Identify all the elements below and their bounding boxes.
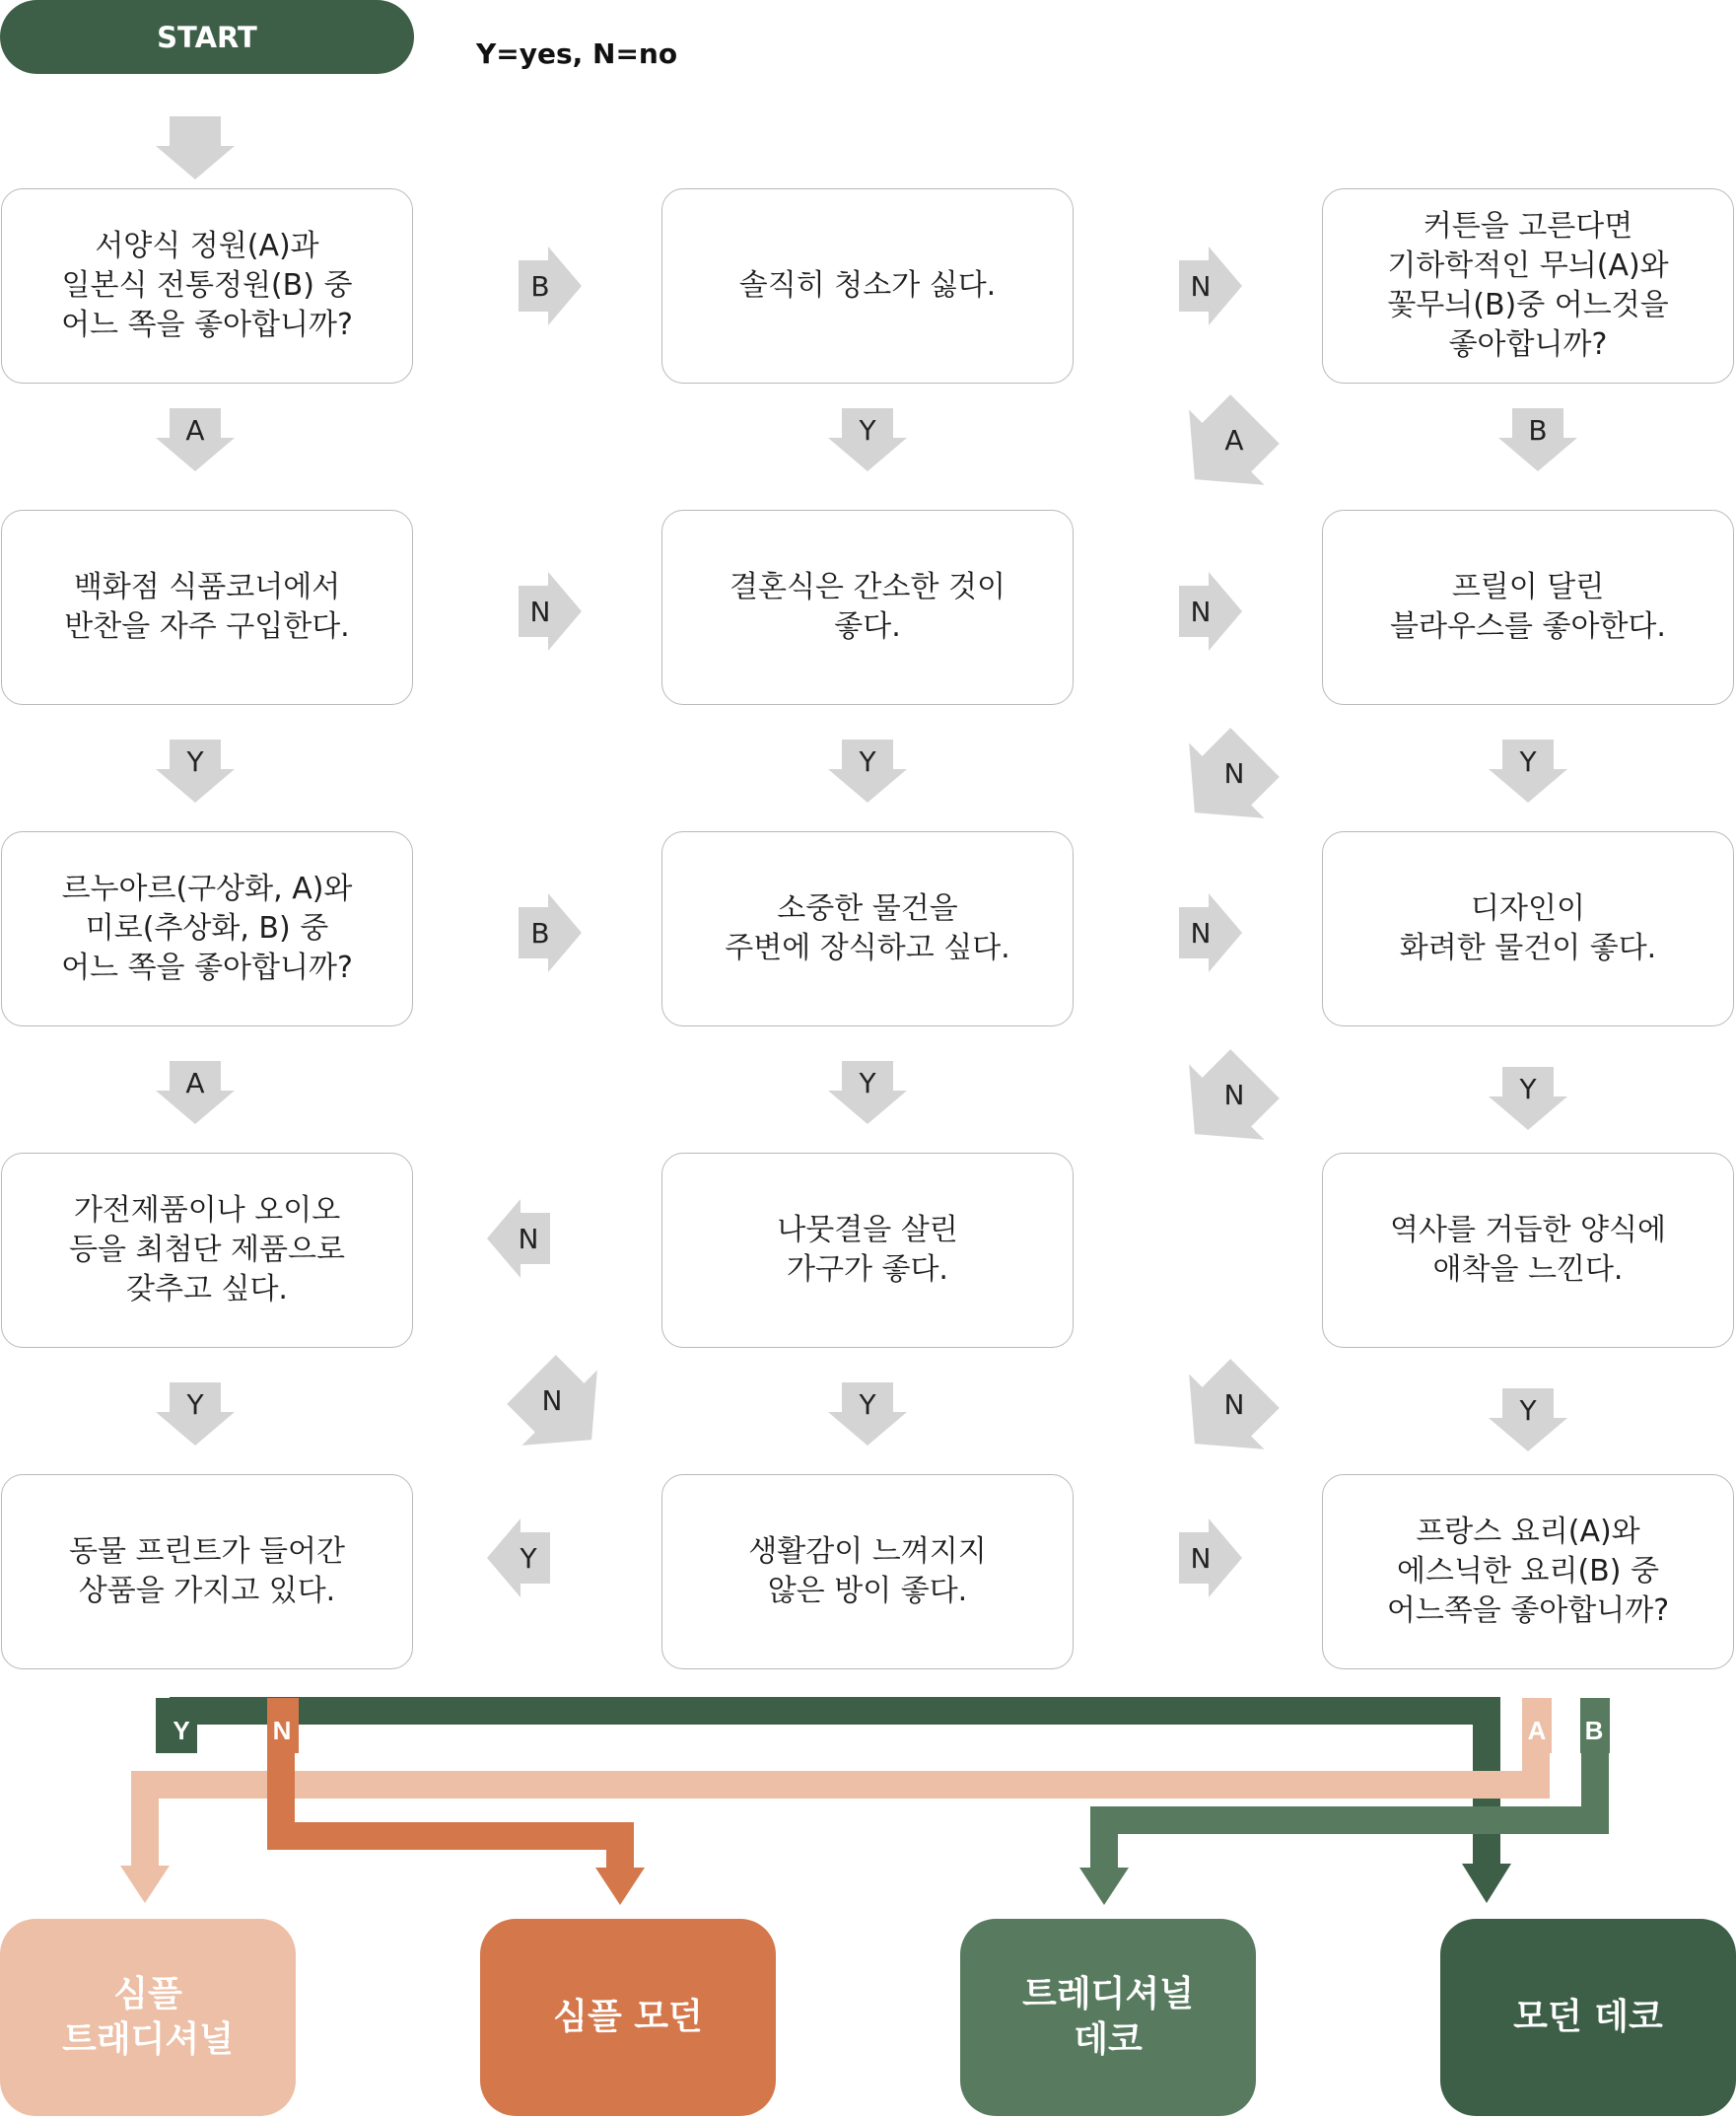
flow-arrow-label: Y xyxy=(186,1388,204,1421)
route-b-arrowhead xyxy=(1079,1868,1129,1905)
question-text: 나뭇결을 살린 가구가 좋다. xyxy=(777,1213,958,1287)
flow-arrow xyxy=(156,116,235,179)
route-n-arrowhead xyxy=(595,1868,645,1905)
flow-arrow-label: N xyxy=(541,1384,563,1417)
flow-arrow xyxy=(828,1061,907,1124)
flow-arrow-label: Y xyxy=(1519,745,1537,778)
flow-arrow xyxy=(1157,715,1292,850)
question-box-1 xyxy=(1,188,413,384)
flow-arrow xyxy=(1179,1518,1242,1597)
question-box-14 xyxy=(661,1474,1074,1669)
flow-arrow-label: A xyxy=(185,414,205,447)
flow-arrow xyxy=(828,740,907,803)
flow-arrow xyxy=(156,740,235,803)
question-box-10 xyxy=(1,1153,413,1348)
flow-arrow-shape xyxy=(487,1518,550,1597)
question-text: 서양식 정원(A)과 일본식 전통정원(B) 중 어느 쪽을 좋아합니까? xyxy=(61,229,353,342)
result-routes xyxy=(120,1698,1610,1905)
question-box-3 xyxy=(1322,188,1734,384)
flow-arrow xyxy=(156,1061,235,1124)
question-box-11 xyxy=(661,1153,1074,1348)
flow-arrow-label: N xyxy=(1223,1079,1245,1111)
flow-arrow-label: Y xyxy=(859,414,876,447)
flow-arrow xyxy=(487,1199,550,1278)
result-traditional-deco: 트레디셔널 데코 xyxy=(960,1919,1256,2116)
flow-arrow-shape xyxy=(156,116,235,179)
question-text: 생활감이 느껴지지 않은 방이 좋다. xyxy=(748,1534,987,1608)
flow-arrow-label: Y xyxy=(1519,1073,1537,1105)
question-text: 동물 프린트가 들어간 상품을 가지고 있다. xyxy=(69,1534,345,1608)
flow-arrow-label: A xyxy=(1224,424,1244,457)
flow-arrow xyxy=(1498,408,1577,471)
route-n-label: N xyxy=(272,1716,292,1745)
start-badge: START xyxy=(0,0,414,74)
question-text: 커튼을 고른다면 기하학적인 무늬(A)와 꽃무늬(B)중 어느것을 좋아합니까? xyxy=(1387,209,1669,362)
question-box-6 xyxy=(1322,510,1734,705)
result-simple-modern: 심플 모던 xyxy=(480,1919,776,2116)
question-box-4 xyxy=(1,510,413,705)
question-box-7 xyxy=(1,831,413,1026)
flow-arrow-shape xyxy=(519,893,582,972)
flow-arrow-label: N xyxy=(1223,1388,1245,1421)
flow-arrow xyxy=(494,1342,629,1477)
route-a-label: A xyxy=(1527,1716,1547,1745)
flow-arrow-label: B xyxy=(530,917,550,950)
flow-arrow-label: A xyxy=(185,1067,205,1099)
question-text: 소중한 물건을 주변에 장식하고 싶다. xyxy=(725,891,1010,965)
flow-arrow-label: B xyxy=(1528,414,1548,447)
flow-arrow xyxy=(519,247,582,325)
question-box-12 xyxy=(1322,1153,1734,1348)
route-a-arrowhead xyxy=(120,1866,170,1903)
flow-arrow xyxy=(156,1382,235,1446)
flow-arrow xyxy=(1179,247,1242,325)
question-box-2 xyxy=(661,188,1074,384)
flow-arrow-label: N xyxy=(518,1223,539,1255)
flow-arrow xyxy=(1489,1388,1567,1451)
question-text: 디자인이 화려한 물건이 좋다. xyxy=(1399,891,1657,965)
flow-arrow xyxy=(519,893,582,972)
question-text: 르누아르(구상화, A)와 미로(추상화, B) 중 어느 쪽을 좋아합니까? xyxy=(61,872,353,985)
question-box-15 xyxy=(1322,1474,1734,1669)
flow-arrow xyxy=(519,572,582,651)
question-text: 프랑스 요리(A)와 에스닉한 요리(B) 중 어느쪽을 좋아합니까? xyxy=(1386,1515,1670,1628)
result-modern-deco: 모던 데코 xyxy=(1440,1919,1736,2116)
question-box-9 xyxy=(1322,831,1734,1026)
flow-arrow xyxy=(1157,382,1292,517)
route-y-label: Y xyxy=(173,1716,190,1745)
flow-arrow-label: N xyxy=(1190,270,1212,303)
flow-arrow xyxy=(828,408,907,471)
flow-arrow xyxy=(156,408,235,471)
route-y-arrowhead xyxy=(1462,1864,1511,1903)
flow-arrow-label: Y xyxy=(186,745,204,778)
flow-arrow xyxy=(1489,1067,1567,1130)
question-text: 결혼식은 간소한 것이 좋다. xyxy=(729,570,1006,644)
flow-arrow-label: N xyxy=(1190,917,1212,950)
legend-text: Y=yes, N=no xyxy=(476,37,678,70)
flow-arrow xyxy=(828,1382,907,1446)
question-box-13 xyxy=(1,1474,413,1669)
flow-arrow-label: Y xyxy=(859,1067,876,1099)
route-b-label: B xyxy=(1584,1716,1604,1745)
question-text: 역사를 거듭한 양식에 애착을 느낀다. xyxy=(1390,1213,1666,1287)
question-text: 솔직히 청소가 싫다. xyxy=(738,268,997,303)
flow-arrow-label: N xyxy=(1190,596,1212,628)
question-text: 프릴이 달린 블라우스를 좋아한다. xyxy=(1390,570,1666,644)
flow-arrow-label: Y xyxy=(520,1542,537,1575)
question-text: 가전제품이나 오이오 등을 최첨단 제품으로 갖추고 싶다. xyxy=(69,1193,345,1306)
result-simple-traditional: 심플 트래디셔널 xyxy=(0,1919,296,2116)
flow-arrow-label: Y xyxy=(859,745,876,778)
flow-arrow xyxy=(1489,740,1567,803)
question-box-5 xyxy=(661,510,1074,705)
flow-arrow xyxy=(1179,572,1242,651)
flow-arrow xyxy=(1157,1346,1292,1481)
flow-arrow-label: Y xyxy=(1519,1394,1537,1427)
flow-arrow-label: Y xyxy=(859,1388,876,1421)
flow-arrow-label: N xyxy=(1190,1542,1212,1575)
flow-arrow-label: B xyxy=(530,270,550,303)
flow-arrow-label: N xyxy=(529,596,551,628)
flow-arrow xyxy=(487,1518,550,1597)
flow-arrow-label: N xyxy=(1223,757,1245,790)
flow-arrow xyxy=(1179,893,1242,972)
question-text: 백화점 식품코너에서 반찬을 자주 구입한다. xyxy=(64,570,350,644)
flow-arrow xyxy=(1157,1036,1292,1171)
flow-arrow-shape xyxy=(519,247,582,325)
question-box-8 xyxy=(661,831,1074,1026)
